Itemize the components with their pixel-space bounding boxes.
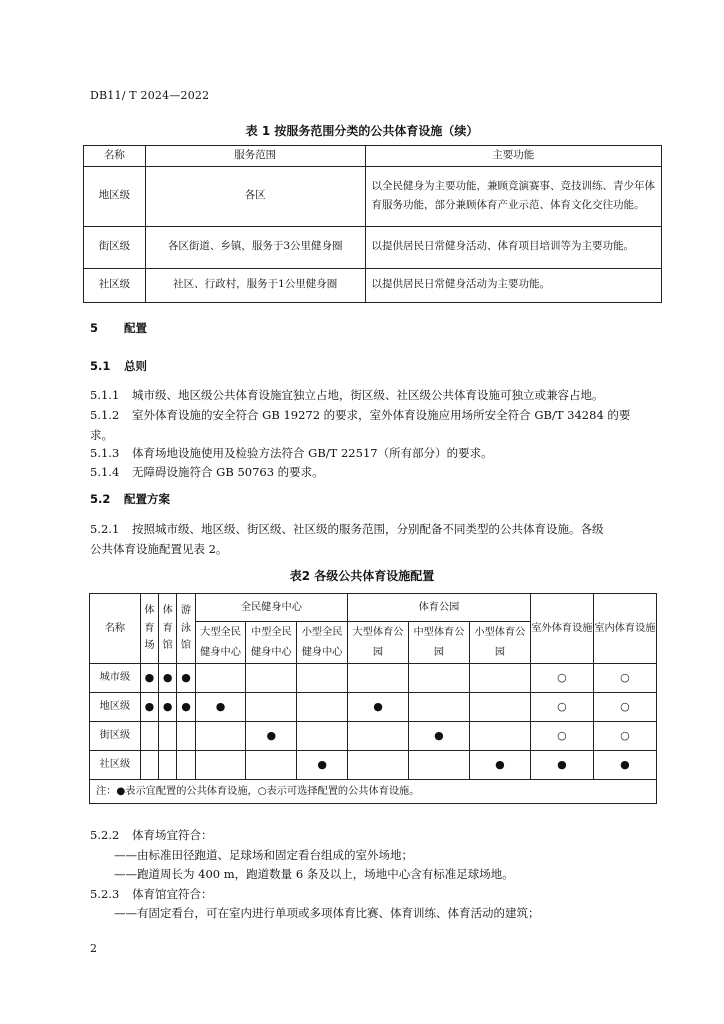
table2-header-park-small: 小型体育公园	[469, 622, 530, 664]
section-5-2-heading: 5.2 配置方案	[90, 492, 170, 506]
hollow-circle-icon	[530, 722, 593, 751]
clause-5-2-3: 5.2.3 体育馆宜符合：	[90, 887, 213, 901]
page-number: 2	[90, 942, 97, 955]
table2-header-fitness-small: 小型全民健身中心	[297, 622, 348, 664]
row-name: 社区级	[84, 268, 146, 302]
filled-dot-icon	[177, 664, 195, 693]
clause-5-2-1: 5.2.1 按照城市级、地区级、街区级、社区级的服务范围，分别配备不同类型的公共体育设施。各级 公共体育设施配置见表 2。	[90, 522, 604, 556]
empty-cell	[408, 751, 469, 780]
empty-cell	[159, 751, 177, 780]
empty-cell	[408, 693, 469, 722]
table2-header-park-medium: 中型体育公园	[408, 622, 469, 664]
filled-dot-icon	[140, 664, 158, 693]
table1-header-function: 主要功能	[365, 146, 662, 167]
table2-header-park-large: 大型体育公园	[348, 622, 409, 664]
table-row	[84, 268, 662, 302]
table-row	[90, 693, 657, 722]
filled-dot-icon	[195, 693, 246, 722]
empty-cell	[177, 751, 195, 780]
table2-header-fitness-group: 全民健身中心	[195, 594, 347, 622]
empty-cell	[140, 751, 158, 780]
empty-cell	[177, 722, 195, 751]
table1-header-scope: 服务范围	[145, 146, 365, 167]
table2-caption: 表2 各级公共体育设施配置	[289, 569, 435, 583]
hollow-circle-icon	[530, 693, 593, 722]
table1-caption: 表 1 按服务范围分类的公共体育设施（续）	[245, 124, 479, 138]
empty-cell	[246, 751, 297, 780]
empty-cell	[195, 664, 246, 693]
table-row	[90, 722, 657, 751]
table2-header-row-1	[90, 594, 657, 622]
empty-cell	[408, 664, 469, 693]
filled-dot-icon	[593, 751, 656, 780]
row-name: 社区级	[90, 751, 141, 780]
filled-dot-icon	[246, 722, 297, 751]
row-name: 地区级	[84, 166, 146, 226]
document-code: DB11/ T 2024—2022	[90, 89, 210, 102]
table-row	[90, 664, 657, 693]
section-5-1-heading: 5.1 总则	[90, 359, 147, 373]
row-name: 街区级	[90, 722, 141, 751]
row-scope: 各区街道、乡镇，服务于3公里健身圈	[145, 226, 365, 268]
empty-cell	[159, 722, 177, 751]
section-5-heading: 5 配置	[90, 321, 147, 335]
row-function: 以提供居民日常健身活动、体育项目培训等为主要功能。	[365, 226, 662, 268]
empty-cell	[140, 722, 158, 751]
clause-5-1-4: 5.1.4 无障碍设施符合 GB 50763 的要求。	[90, 465, 324, 479]
table2-note: 注：●表示宜配置的公共体育设施，○表示可选择配置的公共体育设施。	[90, 780, 657, 804]
filled-dot-icon	[159, 664, 177, 693]
row-name: 街区级	[84, 226, 146, 268]
table-row	[84, 166, 662, 226]
table-row	[90, 751, 657, 780]
empty-cell	[297, 693, 348, 722]
table2-header-indoor: 室内体育设施	[593, 594, 656, 664]
hollow-circle-icon	[593, 693, 656, 722]
filled-dot-icon	[348, 693, 409, 722]
table2-header-pool: 游泳馆	[177, 594, 195, 664]
table1-header-row	[84, 146, 662, 167]
table-row	[84, 226, 662, 268]
clause-5-2-2-line-1: ——由标准田径跑道、足球场和固定看台组成的室外场地；	[114, 848, 413, 862]
empty-cell	[348, 751, 409, 780]
clause-5-2-2: 5.2.2 体育场宜符合：	[90, 828, 213, 842]
empty-cell	[348, 664, 409, 693]
table2-header-park-group: 体育公园	[348, 594, 531, 622]
clause-5-2-3-line-1: ——有固定看台，可在室内进行单项或多项体育比赛、体育训练、体育活动的建筑；	[114, 906, 540, 920]
filled-dot-icon	[140, 693, 158, 722]
table2-header-name: 名称	[90, 594, 141, 664]
filled-dot-icon	[177, 693, 195, 722]
table1	[83, 145, 662, 303]
empty-cell	[246, 693, 297, 722]
empty-cell	[469, 722, 530, 751]
row-name: 地区级	[90, 693, 141, 722]
table1-header-name: 名称	[84, 146, 146, 167]
row-name: 城市级	[90, 664, 141, 693]
empty-cell	[297, 722, 348, 751]
hollow-circle-icon	[593, 722, 656, 751]
empty-cell	[246, 664, 297, 693]
clause-5-2-2-line-2: ——跑道周长为 400 m，跑道数量 6 条及以上，场地中心含有标准足球场地。	[114, 867, 514, 881]
row-scope: 各区	[145, 166, 365, 226]
filled-dot-icon	[159, 693, 177, 722]
row-function: 以提供居民日常健身活动为主要功能。	[365, 268, 662, 302]
table2-header-fitness-medium: 中型全民健身中心	[246, 622, 297, 664]
table2	[89, 593, 657, 804]
empty-cell	[297, 664, 348, 693]
filled-dot-icon	[408, 722, 469, 751]
table2-header-gym: 体育馆	[159, 594, 177, 664]
table2-note-row	[90, 780, 657, 804]
row-scope: 社区、行政村，服务于1公里健身圈	[145, 268, 365, 302]
table2-header-outdoor: 室外体育设施	[530, 594, 593, 664]
row-function: 以全民健身为主要功能，兼顾竞演赛事、竞技训练、青少年体育服务功能，部分兼顾体育产业示范、体育文化交往功能。	[365, 166, 662, 226]
empty-cell	[348, 722, 409, 751]
empty-cell	[195, 722, 246, 751]
filled-dot-icon	[530, 751, 593, 780]
clause-5-1-1: 5.1.1 城市级、地区级公共体育设施宜独立占地，街区级、社区级公共体育设施可独立或兼容占地。	[90, 388, 604, 402]
clause-5-1-2: 5.1.2 室外体育设施的安全符合 GB 19272 的要求，室外体育设施应用场所安全符合 GB/T 34284 的要 求。	[90, 408, 631, 442]
filled-dot-icon	[469, 751, 530, 780]
table2-header-stadium: 体育场	[140, 594, 158, 664]
empty-cell	[195, 751, 246, 780]
table2-header-fitness-large: 大型全民健身中心	[195, 622, 246, 664]
filled-dot-icon	[297, 751, 348, 780]
empty-cell	[469, 693, 530, 722]
hollow-circle-icon	[593, 664, 656, 693]
clause-5-1-3: 5.1.3 体育场地设施使用及检验方法符合 GB/T 22517（所有部分）的要求。	[90, 446, 493, 460]
empty-cell	[469, 664, 530, 693]
hollow-circle-icon	[530, 664, 593, 693]
